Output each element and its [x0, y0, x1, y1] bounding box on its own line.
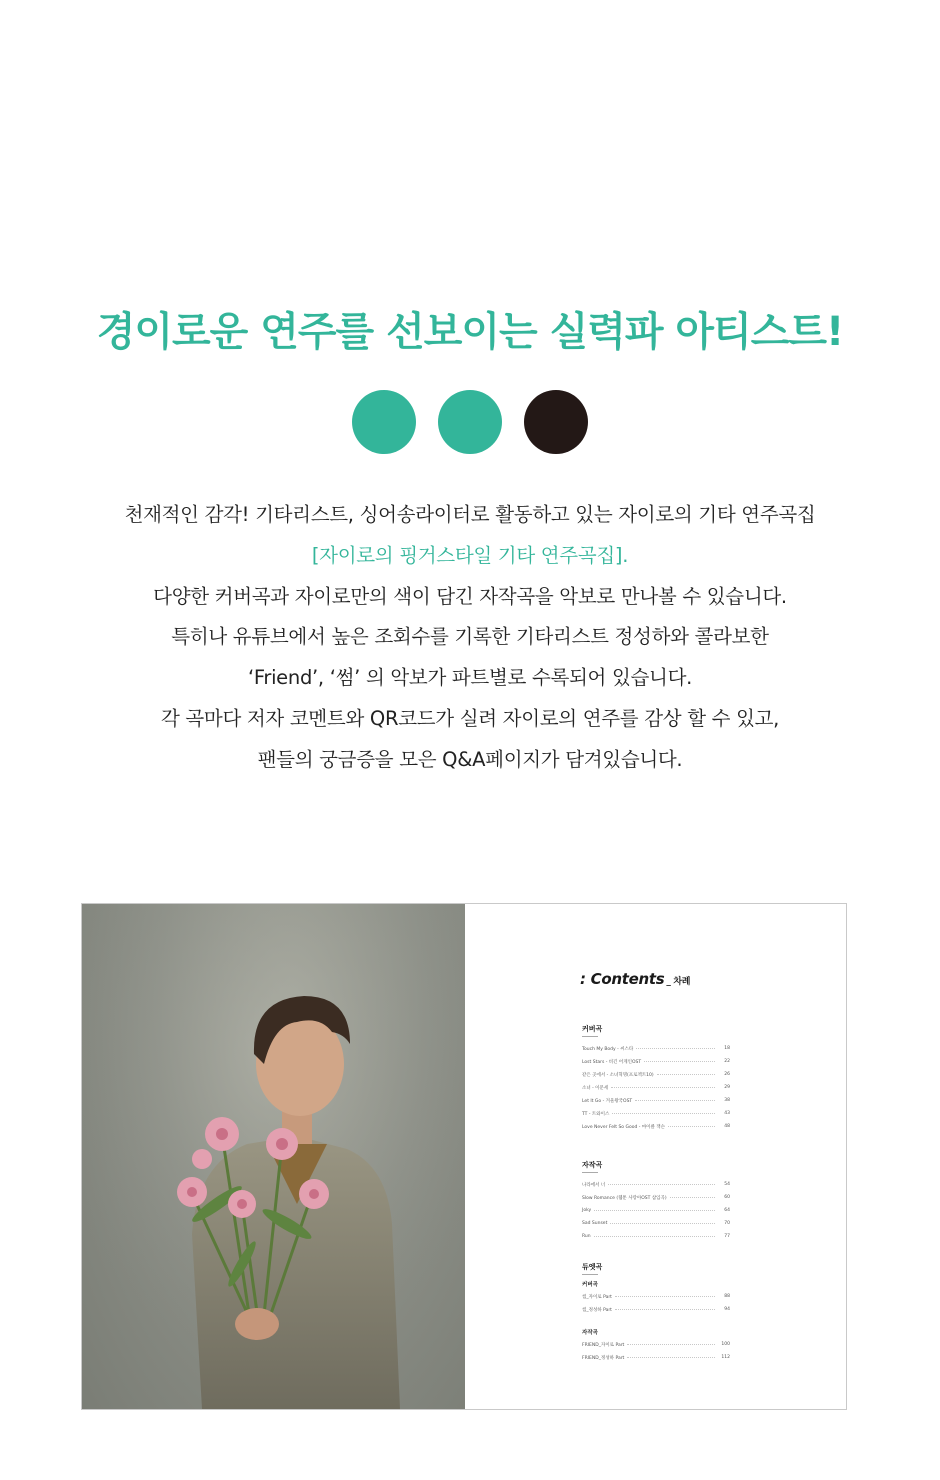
toc-entry-title: 같은 곳에서 - 소녀혁명(프로젝트10): [582, 1072, 654, 1078]
toc-entry: [582, 1081, 730, 1094]
toc-entry-title: Sad Sunset: [582, 1221, 608, 1226]
toc-entry: [582, 1230, 730, 1243]
toc-entry-page: 100: [721, 1342, 730, 1347]
toc-entry-title: 소녀 - 이문세: [582, 1085, 609, 1091]
toc-entry-page: 70: [724, 1221, 730, 1226]
description-line: 천재적인 감각! 기타리스트, 싱어송라이터로 활동하고 있는 자이로의 기타 연주곡집: [124, 503, 816, 526]
toc-entry-title: Touch My Body - 씨스타: [582, 1046, 634, 1052]
toc-entry: [582, 1094, 730, 1107]
toc-entry-title: Let It Go - 겨울왕국OST: [582, 1098, 633, 1104]
toc-leader: [627, 1344, 715, 1345]
toc-entry-title: FRIEND_정성하 Part: [582, 1355, 625, 1361]
artist-photo: [82, 904, 465, 1409]
description-line: 특히나 유튜브에서 높은 조회수를 기록한 기타리스트 정성하와 콜라보한: [171, 625, 769, 649]
toc-leader: [612, 1113, 715, 1114]
toc-entry-title: TT - 트와이스: [582, 1111, 610, 1117]
toc-leader: [615, 1296, 715, 1297]
divider: [582, 1172, 598, 1173]
book-title-highlight: [자이로의 핑거스타일 기타 연주곡집].: [311, 543, 629, 567]
toc-entry-title: Slow Romance (웹툰 사랑아OST 삽입곡): [582, 1195, 667, 1201]
toc-entry-page: 22: [724, 1059, 730, 1064]
toc-entry: [582, 1107, 730, 1120]
toc-entry-title: FRIEND_자이로 Part: [582, 1342, 625, 1348]
contents-page: [465, 904, 846, 1409]
toc-entry-title: 썸_자이로 Part: [582, 1294, 612, 1300]
toc-entry-page: 60: [724, 1195, 730, 1200]
toc-entry: [582, 1178, 730, 1191]
duet-cover-list: [582, 1290, 730, 1316]
toc-entry: [582, 1338, 730, 1351]
toc-entry-page: 43: [724, 1111, 730, 1116]
toc-entry: [582, 1120, 730, 1133]
dot-1: [352, 390, 416, 454]
dot-2: [438, 390, 502, 454]
toc-leader: [657, 1074, 715, 1075]
section-heading: 듀엣곡: [582, 1263, 603, 1271]
toc-entry: [582, 1191, 730, 1204]
toc-entry-page: 64: [724, 1208, 730, 1213]
toc-entry-page: 29: [724, 1085, 730, 1090]
toc-leader: [615, 1309, 715, 1310]
toc-entry-title: Run: [582, 1234, 591, 1239]
toc-entry-page: 54: [724, 1182, 730, 1187]
section-cover: [582, 1024, 730, 1133]
description-line: ‘Friend’, ‘썸’ 의 악보가 파트별로 수록되어 있습니다.: [247, 666, 693, 690]
toc-entry-page: 18: [724, 1046, 730, 1051]
dot-3: [524, 390, 588, 454]
contents-title-text: : Contents: [580, 970, 665, 988]
toc-entry: [582, 1351, 730, 1364]
toc-leader: [668, 1126, 715, 1127]
toc-entry-page: 88: [724, 1294, 730, 1299]
toc-entry-page: 94: [724, 1307, 730, 1312]
toc-entry-title: 썸_정성하 Part: [582, 1307, 612, 1313]
toc-leader: [644, 1061, 715, 1062]
toc-entry: [582, 1217, 730, 1230]
toc-entry: [582, 1204, 730, 1217]
toc-entry: [582, 1042, 730, 1055]
toc-leader: [611, 1087, 715, 1088]
artist-illustration: [82, 904, 465, 1409]
headline: 경이로운 연주를 선보이는 실력파 아티스트!: [96, 309, 844, 355]
toc-entry-title: Love Never Felt So Good - 마이클 잭슨: [582, 1124, 665, 1130]
cover-list: [582, 1042, 730, 1133]
section-original: [582, 1160, 730, 1243]
contents-subtitle: _ 차례: [666, 977, 691, 987]
description-line: 다양한 커버곡과 자이로만의 색이 담긴 자작곡을 악보로 만나볼 수 있습니다.: [153, 584, 787, 608]
contents-title: [580, 970, 690, 988]
toc-entry-title: Joky: [582, 1208, 592, 1213]
toc-entry-page: 77: [724, 1234, 730, 1239]
toc-leader: [594, 1236, 715, 1237]
toc-entry-page: 26: [724, 1072, 730, 1077]
book-spread-image: [81, 903, 847, 1410]
subsection-heading: 자작곡: [582, 1330, 598, 1336]
toc-leader: [627, 1357, 715, 1358]
toc-leader: [635, 1100, 715, 1101]
decorative-dots: [0, 390, 940, 454]
divider: [582, 1274, 598, 1275]
toc-entry-page: 38: [724, 1098, 730, 1103]
toc-entry: [582, 1055, 730, 1068]
toc-entry-page: 112: [721, 1355, 730, 1360]
description-line: 각 곡마다 저자 코멘트와 QR코드가 실려 자이로의 연주를 감상 할 수 있고,: [160, 706, 780, 730]
toc-entry: [582, 1290, 730, 1303]
toc-entry-title: Lost Stars - 비긴 어게인OST: [582, 1059, 642, 1065]
toc-entry-page: 48: [724, 1124, 730, 1129]
toc-leader: [610, 1223, 715, 1224]
original-list: [582, 1178, 730, 1243]
divider: [582, 1036, 598, 1037]
toc-leader: [608, 1184, 715, 1185]
subsection-heading: 커버곡: [582, 1282, 598, 1288]
description-line: 팬들의 궁금증을 모은 Q&A페이지가 담겨있습니다.: [257, 747, 683, 771]
toc-entry: [582, 1303, 730, 1316]
toc-leader: [670, 1197, 715, 1198]
description: [0, 495, 940, 781]
duet-original-list: [582, 1338, 730, 1364]
toc-leader: [636, 1048, 715, 1049]
section-heading: 커버곡: [582, 1025, 603, 1033]
section-heading: 자작곡: [582, 1161, 603, 1169]
toc-entry-title: 나라에서 너: [582, 1182, 606, 1188]
toc-leader: [594, 1210, 715, 1211]
toc-entry: [582, 1068, 730, 1081]
section-duet: [582, 1262, 730, 1364]
